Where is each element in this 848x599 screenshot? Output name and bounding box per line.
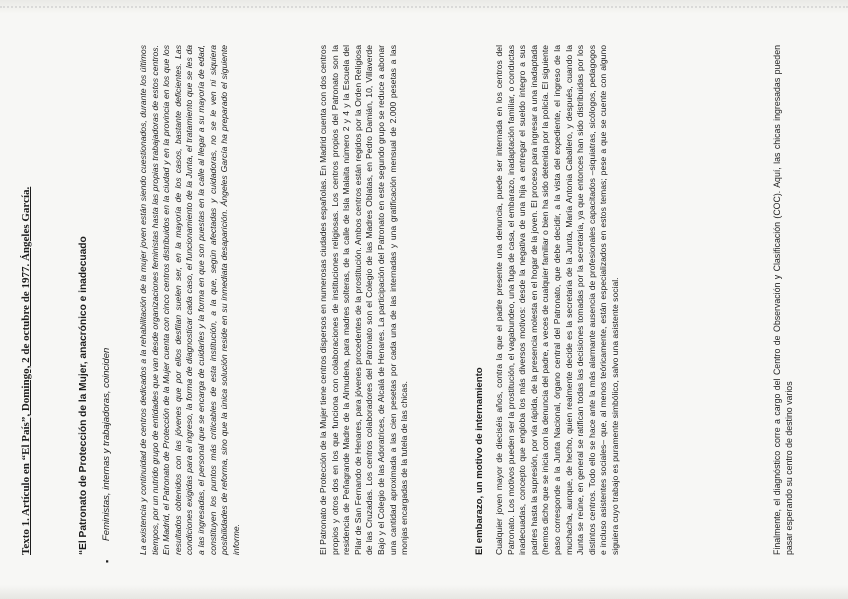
body-paragraph-2 <box>494 45 622 555</box>
article-headline: “El Patronato de Protección de la Mujer, anacrónico e inadecuado <box>78 236 89 555</box>
body-text-2: Cualquier joven mayor de dieciséis años, contra la que el padre presente una denuncia, puede ser internada en los centros del Patronato. Los motivos pueden ser la prostitución, el vagabundeo, una fuga de casa, el embarazo, inadaptación familiar, o conductas inadecuadas, concepto que engloba los más diversos motivos: desde la negativa de una hija a entregar el sueldo íntegro a sus padres hasta la supresión, por vía rápida, de la presencia molesta en el hogar de la joven. El proceso para ingresar a una inadaptada (hemos dicho que se inicia con la denuncia del padre, a veces de cualquier familiar o bien ha sido detenida por la policía. El siguiente paso corresponde a la Junta Nacional, órgano central del Patronato, que debe decidir, a la vista del expediente, el ingreso de la muchacha, aunque, de hecho, quien realmente decide es la secretaria de la Junta, María Antonia Caballero, y después, cuando la Junta se reúne, en general se ratifican todas las decisiones tomadas por la secretaria, ya que entonces han sido distribuidas por los distintos centros. Todo ello se hace ante la más alarmante ausencia de profesionales capacitados –siquiatras, sicólogos, pedagogos e incluso asistentes sociales– que, al menos teóricamente, están especializados en estos temas; pese a que se cuente con alguno siguiera cuyo trabajo es puramente simbólico, salvo una asistente social. <box>494 45 620 555</box>
document-title: Texto 1. Artículo en “El País”, Domingo, 2 de octubre de 1977. Ángeles García. <box>20 186 32 555</box>
body-paragraph-1 <box>318 45 411 555</box>
body-text-1: El Patronato de Protección de la Mujer tiene centros dispersos en numerosas ciudades españolas. En Madrid cuenta con dos centros propios y otros dos en los que funciona con colaboraciones de instituciones religiosas. Los centros propios del Patronato son la residencia de Peñagrande Madre de la Almudena, para madres solteras, de la calle de Isla Malaita número 2 y 4 y la Escuela del Pilar de San Fernando de Henares, para jóvenes procedentes de la prostitución. Ambos centros están regidos por la Orden Religiosa de las Cruzadas. Los centros colaboradores del Patronato son el Colegio de las Madres Oblatas, en Pedro Damián, 10, Villaverde Bajo y el Colegio de las Adoratrices, de Alcalá de Henares. La participación del Patronato en este segundo grupo se reduce a abonar una cantidad aproximada a las cien pesetas por cada una de las internadas y una gratificación mensual de 2.000 pesetas a las monjas encargadas de la tutela de las chicas. <box>318 45 410 555</box>
intro-paragraph <box>138 45 242 555</box>
intro-text: La existencia y continuidad de centros dedicados a la rehabilitación de la mujer joven están siendo cuestionados, durante los últimos tiempos, por un nutrido grupo de entidades que van desde organizaciones feministas hasta las propias trabajadoras de estos centros. En Madrid, el Patronato de Protección de la Mujer cuenta con cinco centros distribuidos en la ciudad y en la provincia en los que los resultados obtenidos con las jóvenes que por ellos desfilan suelen ser, en la mayoría de los casos, bastante deficientes. Las condiciones exigidas para el ingreso, la forma de diagnosticar cada caso, el funcionamiento de la Junta, el tratamiento que se les da a las ingresadas, el personal que se encarga de cuidarles y la forma en que son puestas en la calle al llegar a su mayoría de edad, constituyen los puntos más criticables de esta institución, a la que, según afectadas y cuidadoras, no se le ven ni siquiera posibilidades de reforma, sino que la única solución reside en su inmediata desaparición. Ángeles García ha preparado el siguiente informe. <box>138 45 241 555</box>
body-paragraph-3 <box>772 45 795 555</box>
body-text-3: Finalmente, el diagnóstico corre a cargo del Centro de Observación y Clasificación (COC). Aquí, las chicas ingresadas pueden pasar esperando su centro de destino varios <box>772 45 794 555</box>
section-heading: El embarazo, un motivo de internamiento <box>474 367 485 555</box>
bullet-marker: ▪ <box>102 559 112 563</box>
article-subheadline: Feministas, internas y trabajadoras, coinciden <box>101 347 112 541</box>
